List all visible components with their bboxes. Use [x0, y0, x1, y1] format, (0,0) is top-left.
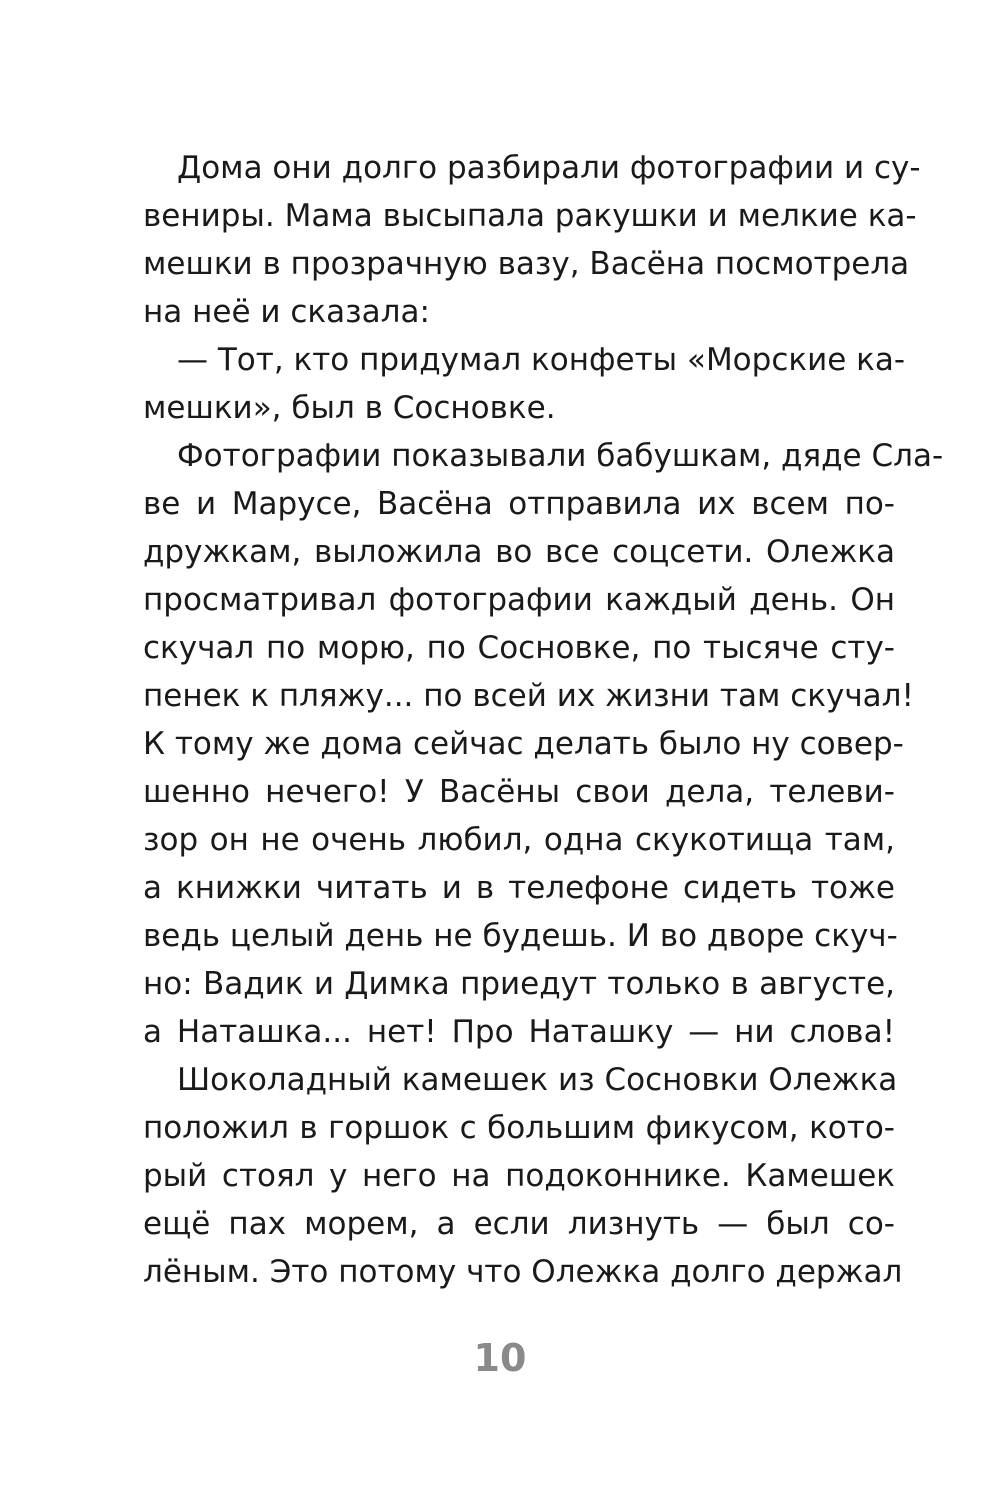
text-line: дружкам, выложила во все соцсети. Олежка — [143, 534, 895, 570]
text-line: скучал по морю, по Сосновке, по тысяче сту- — [143, 630, 895, 666]
text-line: ве и Марусе, Васёна отправила их всем по- — [143, 486, 895, 522]
text-line: а Наташка... нет! Про Наташку — ни слова! — [143, 1014, 895, 1050]
text-line: положил в горшок с большим фикусом, кото- — [143, 1110, 895, 1146]
text-line: просматривал фотографии каждый день. Он — [143, 582, 895, 618]
page-number: 10 — [473, 1336, 527, 1380]
text-line: а книжки читать и в телефоне сидеть тоже — [143, 870, 895, 906]
text-line: мешки в прозрачную вазу, Васёна посмотрела — [143, 246, 910, 282]
text-line: вениры. Мама высыпала ракушки и мелкие ка- — [143, 198, 917, 234]
page-body-text — [143, 144, 944, 1296]
text-line: на неё и сказала: — [143, 294, 430, 330]
text-line: мешки», был в Сосновке. — [143, 390, 556, 426]
text-line: — Тот, кто придумал конфеты «Морские ка- — [177, 342, 906, 378]
text-line: шенно нечего! У Васёны свои дела, телеви- — [143, 774, 895, 810]
text-line: но: Вадик и Димка приедут только в августе, — [143, 966, 895, 1002]
text-line: зор он не очень любил, одна скукотища там, — [143, 822, 895, 858]
text-line: Шоколадный камешек из Сосновки Олежка — [177, 1062, 898, 1098]
text-line: рый стоял у него на подоконнике. Камешек — [143, 1158, 895, 1194]
text-line: пенек к пляжу... по всей их жизни там скучал! — [143, 678, 914, 714]
text-line: Дома они долго разбирали фотографии и су- — [177, 150, 921, 186]
text-line: ещё пах морем, а если лизнуть — был со- — [143, 1206, 895, 1242]
text-line: ведь целый день не будешь. И во дворе скуч- — [143, 918, 898, 954]
text-line: Фотографии показывали бабушкам, дяде Сла- — [177, 438, 944, 474]
text-line: К тому же дома сейчас делать было ну совер- — [143, 726, 904, 762]
text-line: лёным. Это потому что Олежка долго держал — [143, 1254, 903, 1290]
